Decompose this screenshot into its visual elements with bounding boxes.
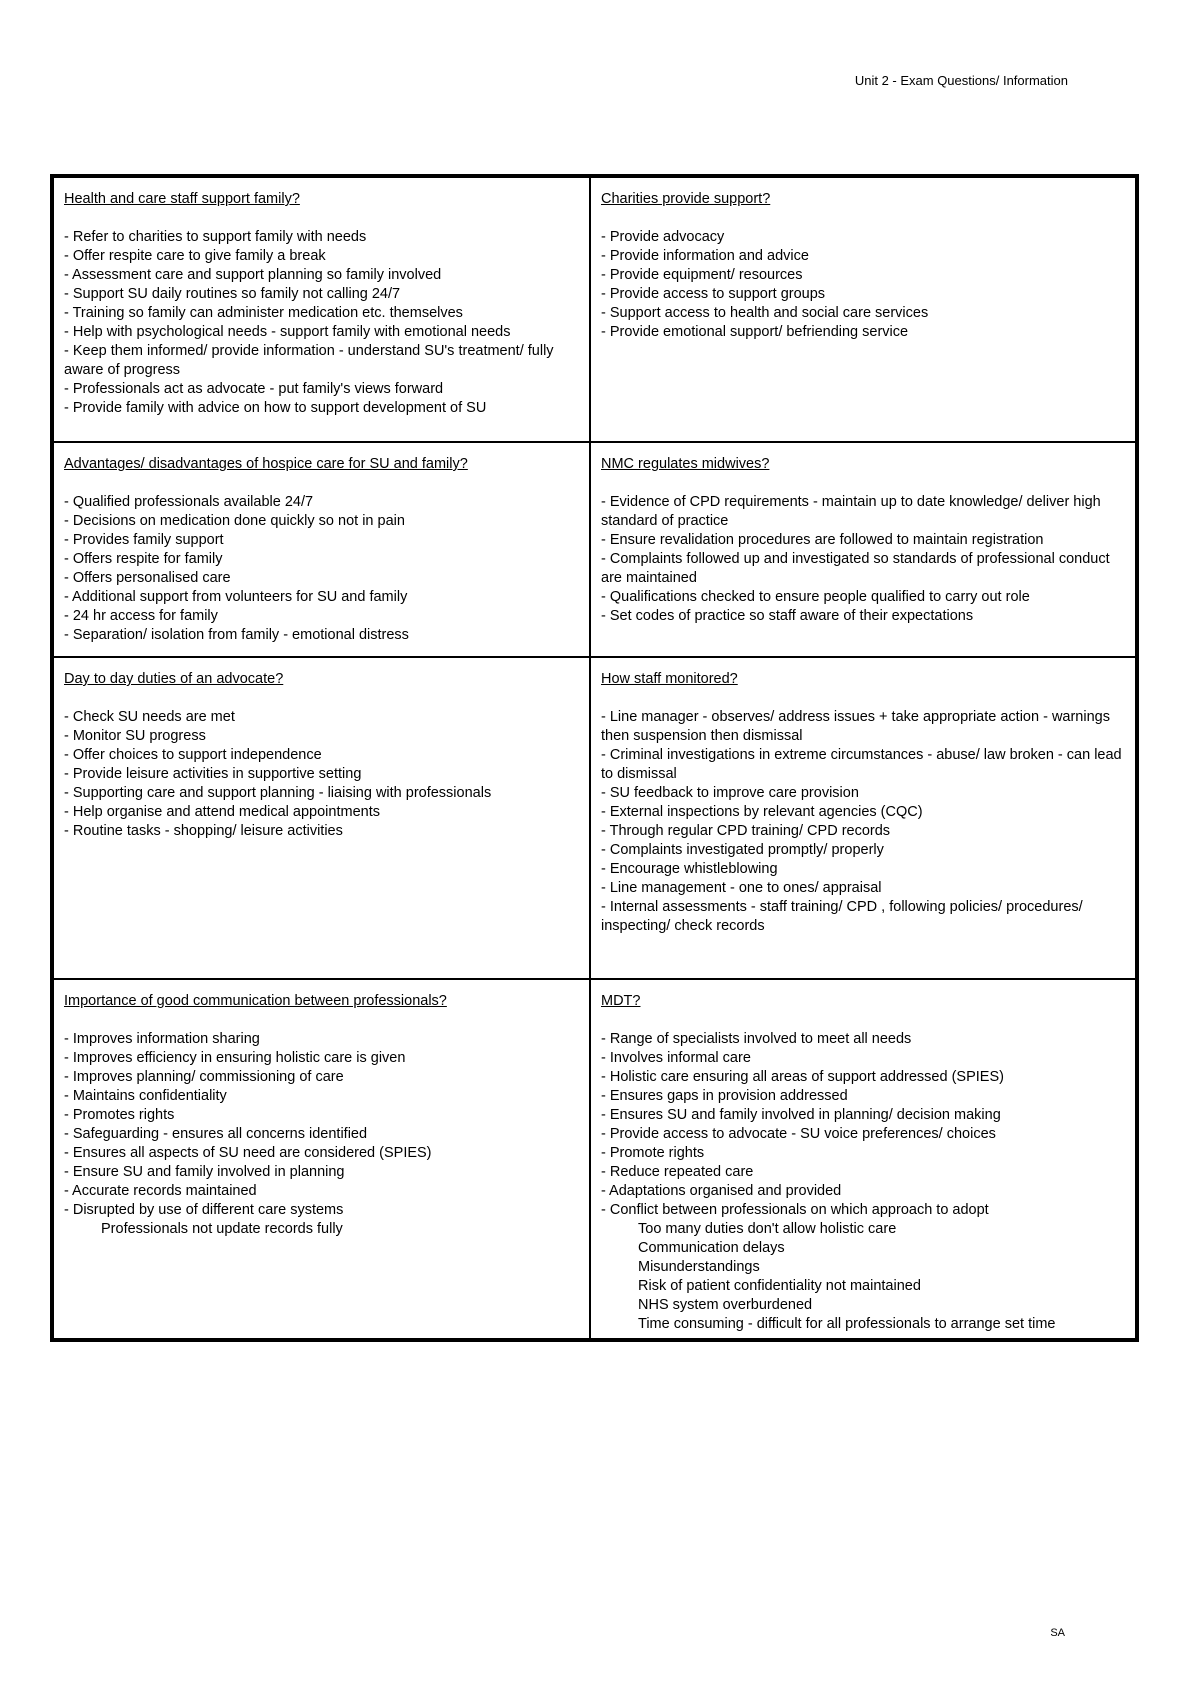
list-item: - Refer to charities to support family with needs [64,229,367,245]
page-footer-initials: SA [1050,1627,1065,1639]
list-item: - 24 hr access for family [64,608,218,624]
list-item: - Routine tasks - shopping/ leisure activities [64,823,343,839]
list-item: - Encourage whistleblowing [601,861,778,877]
list-item: - Provide equipment/ resources [601,267,803,283]
cell-title: How staff monitored? [601,671,738,687]
list-item: - Offer choices to support independence [64,747,322,763]
list-item: - Internal assessments - staff training/ CPD , following policies/ procedures/ inspecting/ check records [601,899,1083,934]
cell-title: Advantages/ disadvantages of hospice care for SU and family? [64,456,468,472]
list-item: - Complaints followed up and investigated so standards of professional conduct are maintained [601,551,1110,586]
list-item: - Supporting care and support planning - liaising with professionals [64,785,492,801]
list-item: - Promote rights [601,1145,705,1161]
list-item: - Training so family can administer medication etc. themselves [64,305,463,321]
item-list [64,493,579,645]
cell-nmc-regulates [590,442,1136,657]
list-item: - Decisions on medication done quickly so not in pain [64,513,405,529]
list-item: - Complaints investigated promptly/ properly [601,842,884,858]
item-list [601,493,1125,626]
list-subitem: Communication delays [638,1240,785,1256]
item-list [64,228,579,418]
list-item: - Maintains confidentiality [64,1088,227,1104]
list-item: - Check SU needs are met [64,709,235,725]
list-item: - Ensures gaps in provision addressed [601,1088,848,1104]
list-item: - Provide emotional support/ befriending service [601,324,909,340]
cell-health-care-staff [53,177,590,442]
cell-title: NMC regulates midwives? [601,456,770,472]
list-item: - Improves information sharing [64,1031,260,1047]
cell-title: MDT? [601,993,641,1009]
list-item: - Help organise and attend medical appointments [64,804,380,820]
list-item: - Promotes rights [64,1107,175,1123]
list-subitem: Risk of patient confidentiality not maintained [638,1278,921,1294]
list-item: - Provide access to support groups [601,286,826,302]
cell-hospice-care [53,442,590,657]
list-item: - Qualified professionals available 24/7 [64,494,314,510]
list-item: - Safeguarding - ensures all concerns identified [64,1126,368,1142]
list-item: - Through regular CPD training/ CPD records [601,823,891,839]
cell-title: Importance of good communication between professionals? [64,993,447,1009]
list-item: - Involves informal care [601,1050,751,1066]
list-subitem: NHS system overburdened [638,1297,813,1313]
list-subitem: Too many duties don't allow holistic care [638,1221,897,1237]
item-list [64,1030,579,1239]
list-item: - Ensures all aspects of SU need are considered (SPIES) [64,1145,432,1161]
list-item: - Evidence of CPD requirements - maintain up to date knowledge/ deliver high standard of practice [601,494,1101,529]
list-item: - Criminal investigations in extreme circumstances - abuse/ law broken - can lead to dismissal [601,747,1122,782]
cell-staff-monitored [590,657,1136,979]
list-item: - Professionals act as advocate - put family's views forward [64,381,444,397]
list-item: - Additional support from volunteers for SU and family [64,589,408,605]
list-item: - Keep them informed/ provide information - understand SU's treatment/ fully aware of progress [64,343,554,378]
list-item: - Holistic care ensuring all areas of support addressed (SPIES) [601,1069,1004,1085]
item-list [601,1030,1125,1334]
list-subitem: Time consuming - difficult for all professionals to arrange set time [638,1316,1056,1332]
list-item: - Line management - one to ones/ appraisal [601,880,882,896]
list-subitem: Misunderstandings [638,1259,760,1275]
list-subitem: Professionals not update records fully [101,1221,343,1237]
list-item: - Assessment care and support planning so family involved [64,267,442,283]
list-item: - Accurate records maintained [64,1183,257,1199]
list-item: - Provide leisure activities in supportive setting [64,766,362,782]
page-header: Unit 2 - Exam Questions/ Information [854,73,1068,88]
list-item: - Monitor SU progress [64,728,206,744]
cell-advocate-duties [53,657,590,979]
list-item: - Offers personalised care [64,570,231,586]
list-item: - Reduce repeated care [601,1164,754,1180]
list-item: - External inspections by relevant agencies (CQC) [601,804,923,820]
info-table [50,174,1139,1342]
list-item: - Provide family with advice on how to support development of SU [64,400,487,416]
list-item: - Improves planning/ commissioning of care [64,1069,344,1085]
list-item: - Provide access to advocate - SU voice preferences/ choices [601,1126,996,1142]
list-item: - Support access to health and social care services [601,305,929,321]
item-list [601,708,1125,936]
list-item: - Provide information and advice [601,248,809,264]
list-item: - Disrupted by use of different care systems [64,1202,344,1218]
cell-communication [53,979,590,1339]
list-item: - Provide advocacy [601,229,725,245]
list-item: - Separation/ isolation from family - emotional distress [64,627,409,643]
list-item: - Offers respite for family [64,551,223,567]
list-item: - Range of specialists involved to meet all needs [601,1031,912,1047]
list-item: - Adaptations organised and provided [601,1183,842,1199]
list-item: - Provides family support [64,532,224,548]
list-item: - Support SU daily routines so family not calling 24/7 [64,286,401,302]
item-list [64,708,579,841]
list-item: - SU feedback to improve care provision [601,785,859,801]
cell-mdt [590,979,1136,1339]
cell-title: Charities provide support? [601,191,771,207]
list-item: - Offer respite care to give family a break [64,248,326,264]
list-item: - Ensure SU and family involved in planning [64,1164,345,1180]
list-item: - Ensures SU and family involved in planning/ decision making [601,1107,1001,1123]
cell-title: Health and care staff support family? [64,191,300,207]
list-item: - Line manager - observes/ address issues + take appropriate action - warnings then suspension then dismissal [601,709,1110,744]
list-item: - Conflict between professionals on which approach to adopt [601,1202,989,1218]
list-item: - Help with psychological needs - support family with emotional needs [64,324,511,340]
list-item: - Set codes of practice so staff aware of their expectations [601,608,974,624]
list-item: - Improves efficiency in ensuring holistic care is given [64,1050,406,1066]
cell-charities [590,177,1136,442]
cell-title: Day to day duties of an advocate? [64,671,284,687]
list-item: - Ensure revalidation procedures are followed to maintain registration [601,532,1044,548]
item-list [601,228,1125,342]
list-item: - Qualifications checked to ensure people qualified to carry out role [601,589,1030,605]
